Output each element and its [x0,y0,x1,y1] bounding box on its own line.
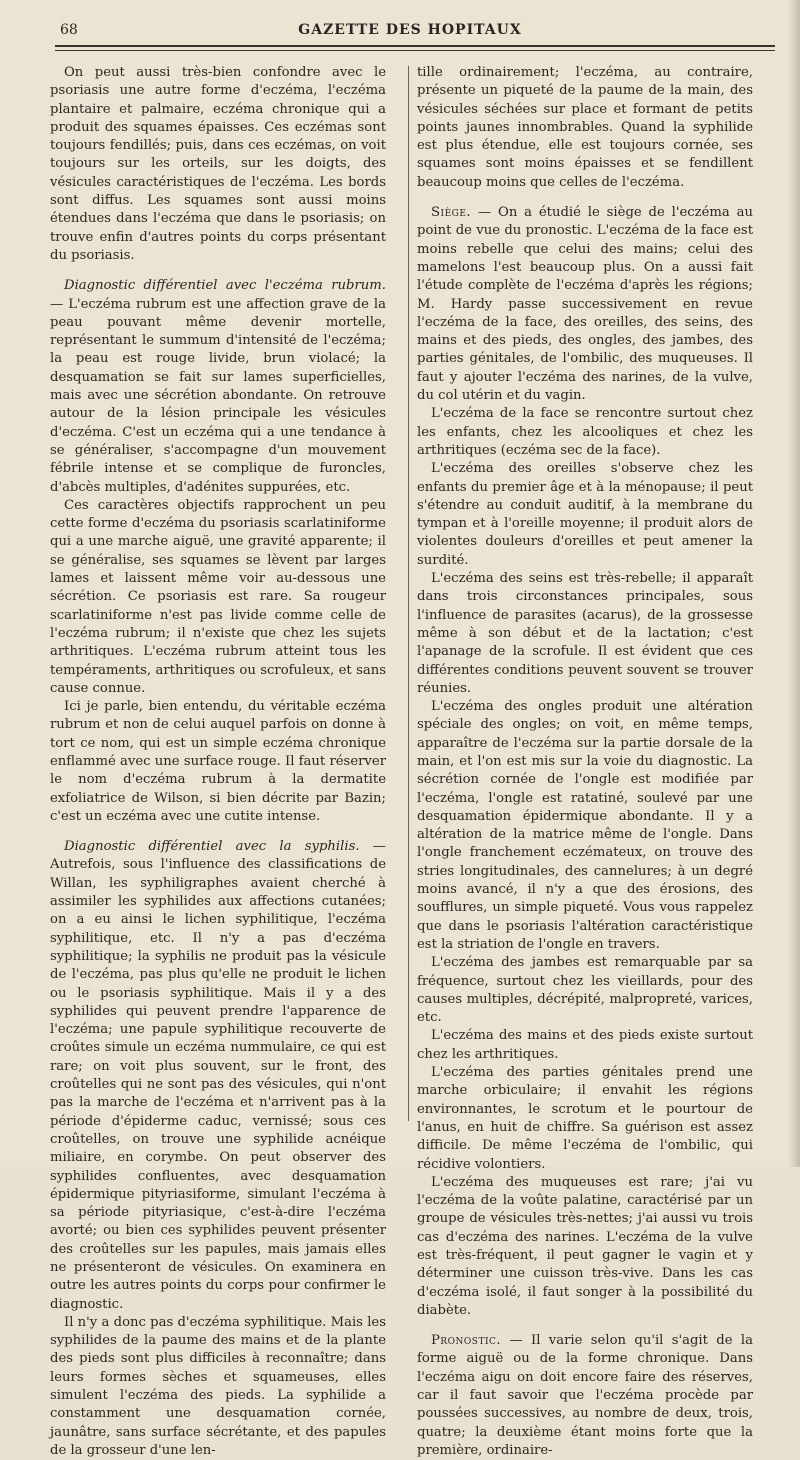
paragraph: Il n'y a donc pas d'eczéma syphilitique. Mais les syphilides de la paume des mains et de la plante des pieds sont plus difficiles à reconnaître; dans leurs formes sèches et squameuses, elles simulent l'eczéma des pieds. La syphilide a constamment une desquamation cornée, jaunâtre, sans surface sécrétante, et des papules de la grosseur d'une len- [50,1314,386,1458]
paragraph: Ces caractères objectifs rapprochent un peu cette forme d'eczéma du psoriasis scarlatiniforme qui a une marche aiguë, une gravité apparente; il se généralise, ses squames se lèvent par larges lames et laissent même voir au-dessous une sécrétion. Ce psoriasis est rare. Sa rougeur scarlatiniforme n'est pas livide comme celle de l'eczéma rubrum; il n'existe que chez les sujets arthritiques. L'eczéma rubrum atteint tous les tempéraments, arthritiques ou scrofuleux, et sans cause connue. [50,497,386,696]
page-header [50,22,770,44]
section-text: — On a étudié le siège de l'eczéma au point de vue du pronostic. L'eczéma de la face est moins rebelle que celui des mains; celui des mamelons l'est beaucoup plus. On a aussi fait l'étude complète de l'eczéma d'après les régions; M. Hardy passe successivement en revue l'eczéma de la face, des oreilles, des seins, des mains et des pieds, des ongles, des jambes, des parties génitales, de l'ombilic, des muqueuses. Il faut y ajouter l'eczéma des narines, de la vulve, du col utérin et du vagin. [417,205,753,404]
column-separator [408,66,409,1121]
paragraph: L'eczéma des muqueuses est rare; j'ai vu l'eczéma de la voûte palatine, caractérisé par un groupe de vésicules très-nettes; j'ai aussi vu trois cas d'eczéma des narines. L'eczéma de la vulve est très-fréquent, il peut gagner le vagin et y déterminer une cuisson très-vive. Dans les cas d'eczéma isolé, il faut songer à la possibilité du diabète. [417,1174,753,1318]
paragraph: tille ordinairement; l'eczéma, au contraire, présente un piqueté de la paume de la main, des vésicules séchées sur place et formant de petits points jaunes innombrables. Quand la syphilide est plus étendue, elle est toujours cornée, ses squames sont moins épaisses et se fendillent beaucoup moins que celles de l'eczéma. [417,65,753,190]
section-text: — Autrefois, sous l'influence des classifications de Willan, les syphiligraphes avaient cherché à assimiler les syphilides aux affections cutanées; on a eu ainsi le lichen syphilitique, l'eczéma syphilitique, etc. Il n'y a pas d'eczéma syphilitique; la syphilis ne produit pas la vésicule de l'eczéma, pas plus qu'elle ne produit le lichen ou le psoriasis syphilitique. Mais il y a des syphilides qui peuvent prendre l'apparence de l'eczéma; une papule syphilitique recouverte de croûtes simule un eczéma nummulaire, ce qui est rare; on voit plus souvent, sur le front, des croûtelles qui ne sont pas des vésicules, qui n'ont pas la marche de l'eczéma et n'arrivent pas à la période d'épiderme caduc, vernissé; sous ces croûtelles, on trouve une syphilide acnéique miliaire, en corymbe. On peut observer des syphilides confluentes, avec desquamation épidermique pityriasiforme, simulant l'eczéma à sa période pityriasique, c'est-à-dire l'eczéma avorté; ou bien ces syphilides peuvent présenter des croûtelles sur les papules, mais jamais elles ne présenteront de vésicules. On examinera en outre les autres points du corps pour confirmer le diagnostic. [50,839,386,1312]
section-paragraph [50,838,386,1314]
section-paragraph [417,204,753,405]
section-heading: Pronostic. [431,1333,502,1349]
section-heading: Diagnostic différentiel avec la syphilis. [64,839,360,855]
header-rule-thick [55,45,775,47]
left-column [50,64,386,1460]
page-edge-shadow [788,0,800,1167]
header-rule-thin [55,50,775,51]
right-column [417,64,753,1460]
paragraph: On peut aussi très-bien confondre avec le psoriasis une autre forme d'eczéma, l'eczéma plantaire et palmaire, eczéma chronique qui a produit des squames épaisses. Ces eczémas sont toujours fendillés; puis, dans ces eczémas, on voit toujours sur les orteils, sur les doigts, des vésicules caractéristiques de l'eczéma. Les bords sont diffus. Les squames sont aussi moins étendues dans l'eczéma que dans le psoriasis; on trouve enfin d'autres points du corps présentant du psoriasis. [50,65,386,263]
paragraph: L'eczéma des parties génitales prend une marche orbiculaire; il envahit les régions environnantes, le scrotum et le pourtour de l'anus, en huit de chiffre. Sa guérison est assez difficile. De même l'eczéma de l'ombilic, qui récidive volontiers. [417,1065,753,1172]
section-heading: Siège. [431,205,472,221]
section-text: — L'eczéma rubrum est une affection grave de la peau pouvant même devenir mortelle, représentant le summum d'intensité de l'eczéma; la peau est rouge livide, brun violacé; la desquamation se fait sur lames superficielles, mais avec une sécrétion abondante. On retrouve autour de la lésion principale les vésicules d'eczéma. C'est un eczéma qui a une tendance à se généraliser, s'accompagne d'un mouvement fébrile intense et se complique de furoncles, d'abcès multiples, d'adénites suppurées, etc. [50,296,386,495]
paragraph: L'eczéma des oreilles s'observe chez les enfants du premier âge et à la ménopause; il peut s'étendre au conduit auditif, à la membrane du tympan et à l'oreille moyenne; il produit alors de violentes douleurs d'oreilles et peut amener la surdité. [417,461,753,568]
paragraph: L'eczéma des jambes est remarquable par sa fréquence, surtout chez les vieillards, pour des causes multiples, décrépité, malpropreté, varices, etc. [417,955,753,1026]
paragraph: L'eczéma des ongles produit une altération spéciale des ongles; on voit, en même temps, apparaître de l'eczéma sur la partie dorsale de la main, et l'on est mis sur la voie du diagnostic. La sécrétion cornée de l'ongle est modifiée par l'eczéma, l'ongle est ratatiné, soulevé par une desquamation épidermique abondante. Il y a altération de la matrice même de l'ongle. Dans l'ongle franchement eczémateux, on trouve des stries longitudinales, des cannelures; à un degré moins avancé, il n'y a que des érosions, des soufflures, un simple piqueté. Vous vous rappelez que dans le psoriasis l'altération caractéristique est la striation de l'ongle en travers. [417,699,753,952]
paragraph: Ici je parle, bien entendu, du véritable eczéma rubrum et non de celui auquel parfois on donne à tort ce nom, qui est un simple eczéma chronique enflammé avec une surface rouge. Il faut réserver le nom d'eczéma rubrum à la dermatite exfoliatrice de Wilson, si bien décrite par Bazin; c'est un eczéma avec une cutite intense. [50,699,386,824]
paragraph: L'eczéma de la face se rencontre surtout chez les enfants, chez les alcooliques et chez les arthritiques (eczéma sec de la face). [417,406,753,458]
paragraph: L'eczéma des seins est très-rebelle; il apparaît dans trois circonstances principales, sous l'influence de parasites (acarus), de la grossesse même à son début et de la lactation; c'est l'apanage de la scrofule. Il est évident que ces différentes conditions peuvent souvent se trouver réunies. [417,571,753,696]
journal-title: GAZETTE DES HOPITAUX [298,22,522,38]
section-paragraph [50,277,386,497]
section-heading: Diagnostic différentiel avec l'eczéma rubrum. [64,278,386,294]
paragraph: L'eczéma des mains et des pieds existe surtout chez les arthritiques. [417,1028,753,1062]
section-paragraph [417,1332,753,1460]
section-text: — Il varie selon qu'il s'agit de la forme aiguë ou de la forme chronique. Dans l'eczéma aigu on doit encore faire des réserves, car il faut savoir que l'eczéma procède par poussées successives, au nombre de deux, trois, quatre; la deuxième étant moins forte que la première, ordinaire- [417,1333,753,1458]
page-number: 68 [60,22,78,38]
